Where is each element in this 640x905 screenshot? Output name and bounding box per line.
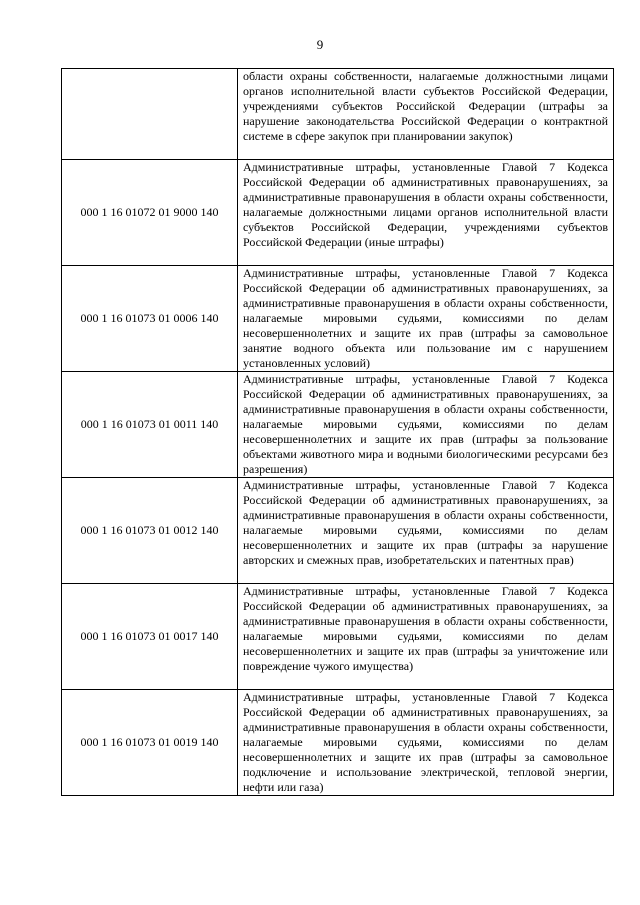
description-cell: Административные штрафы, установленные Главой 7 Кодекса Российской Федерации об административных правонарушениях, за административные правонарушения в области охраны собственности, налагаемые мировыми судьями, комиссиями по делам несовершеннолетних и защите их прав (штрафы за самовольное занятие водного объекта или пользование им с нарушением установленных условий) bbox=[238, 266, 614, 372]
table-row bbox=[62, 160, 614, 266]
page-number: 9 bbox=[316, 37, 324, 52]
code-cell: 000 1 16 01072 01 9000 140 bbox=[62, 160, 238, 266]
table-row bbox=[62, 69, 614, 160]
table-row bbox=[62, 478, 614, 584]
description-cell: Административные штрафы, установленные Главой 7 Кодекса Российской Федерации об административных правонарушениях, за административные правонарушения в области охраны собственности, налагаемые мировыми судьями, комиссиями по делам несовершеннолетних и защите их прав (штрафы за самовольное подключение и использование электрической, тепловой энергии, нефти или газа) bbox=[238, 690, 614, 796]
description-cell: Административные штрафы, установленные Главой 7 Кодекса Российской Федерации об административных правонарушениях, за административные правонарушения в области охраны собственности, налагаемые должностными лицами органов исполнительной власти субъектов Российской Федерации, учреждениями субъектов Российской Федерации (иные штрафы) bbox=[238, 160, 614, 266]
table-row bbox=[62, 266, 614, 372]
table-row bbox=[62, 690, 614, 796]
description-cell: области охраны собственности, налагаемые должностными лицами органов исполнительной власти субъектов Российской Федерации, учреждениями субъектов Российской Федерации (штрафы за нарушение законодательства Российской Федерации о контрактной системе в сфере закупок при планировании закупок) bbox=[238, 69, 614, 160]
table-row bbox=[62, 372, 614, 478]
table-row bbox=[62, 584, 614, 690]
code-cell: 000 1 16 01073 01 0019 140 bbox=[62, 690, 238, 796]
budget-codes-table bbox=[61, 68, 614, 796]
description-cell: Административные штрафы, установленные Главой 7 Кодекса Российской Федерации об административных правонарушениях, за административные правонарушения в области охраны собственности, налагаемые мировыми судьями, комиссиями по делам несовершеннолетних и защите их прав (штрафы за нарушение авторских и смежных прав, изобретательских и патентных прав) bbox=[238, 478, 614, 584]
code-cell: 000 1 16 01073 01 0011 140 bbox=[62, 372, 238, 478]
code-cell: 000 1 16 01073 01 0012 140 bbox=[62, 478, 238, 584]
description-cell: Административные штрафы, установленные Главой 7 Кодекса Российской Федерации об административных правонарушениях, за административные правонарушения в области охраны собственности, налагаемые мировыми судьями, комиссиями по делам несовершеннолетних и защите их прав (штрафы за уничтожение или повреждение чужого имущества) bbox=[238, 584, 614, 690]
code-cell bbox=[62, 69, 238, 160]
code-cell: 000 1 16 01073 01 0006 140 bbox=[62, 266, 238, 372]
code-cell: 000 1 16 01073 01 0017 140 bbox=[62, 584, 238, 690]
description-cell: Административные штрафы, установленные Главой 7 Кодекса Российской Федерации об административных правонарушениях, за административные правонарушения в области охраны собственности, налагаемые мировыми судьями, комиссиями по делам несовершеннолетних и защите их прав (штрафы за пользование объектами животного мира и водными биологическими ресурсами без разрешения) bbox=[238, 372, 614, 478]
